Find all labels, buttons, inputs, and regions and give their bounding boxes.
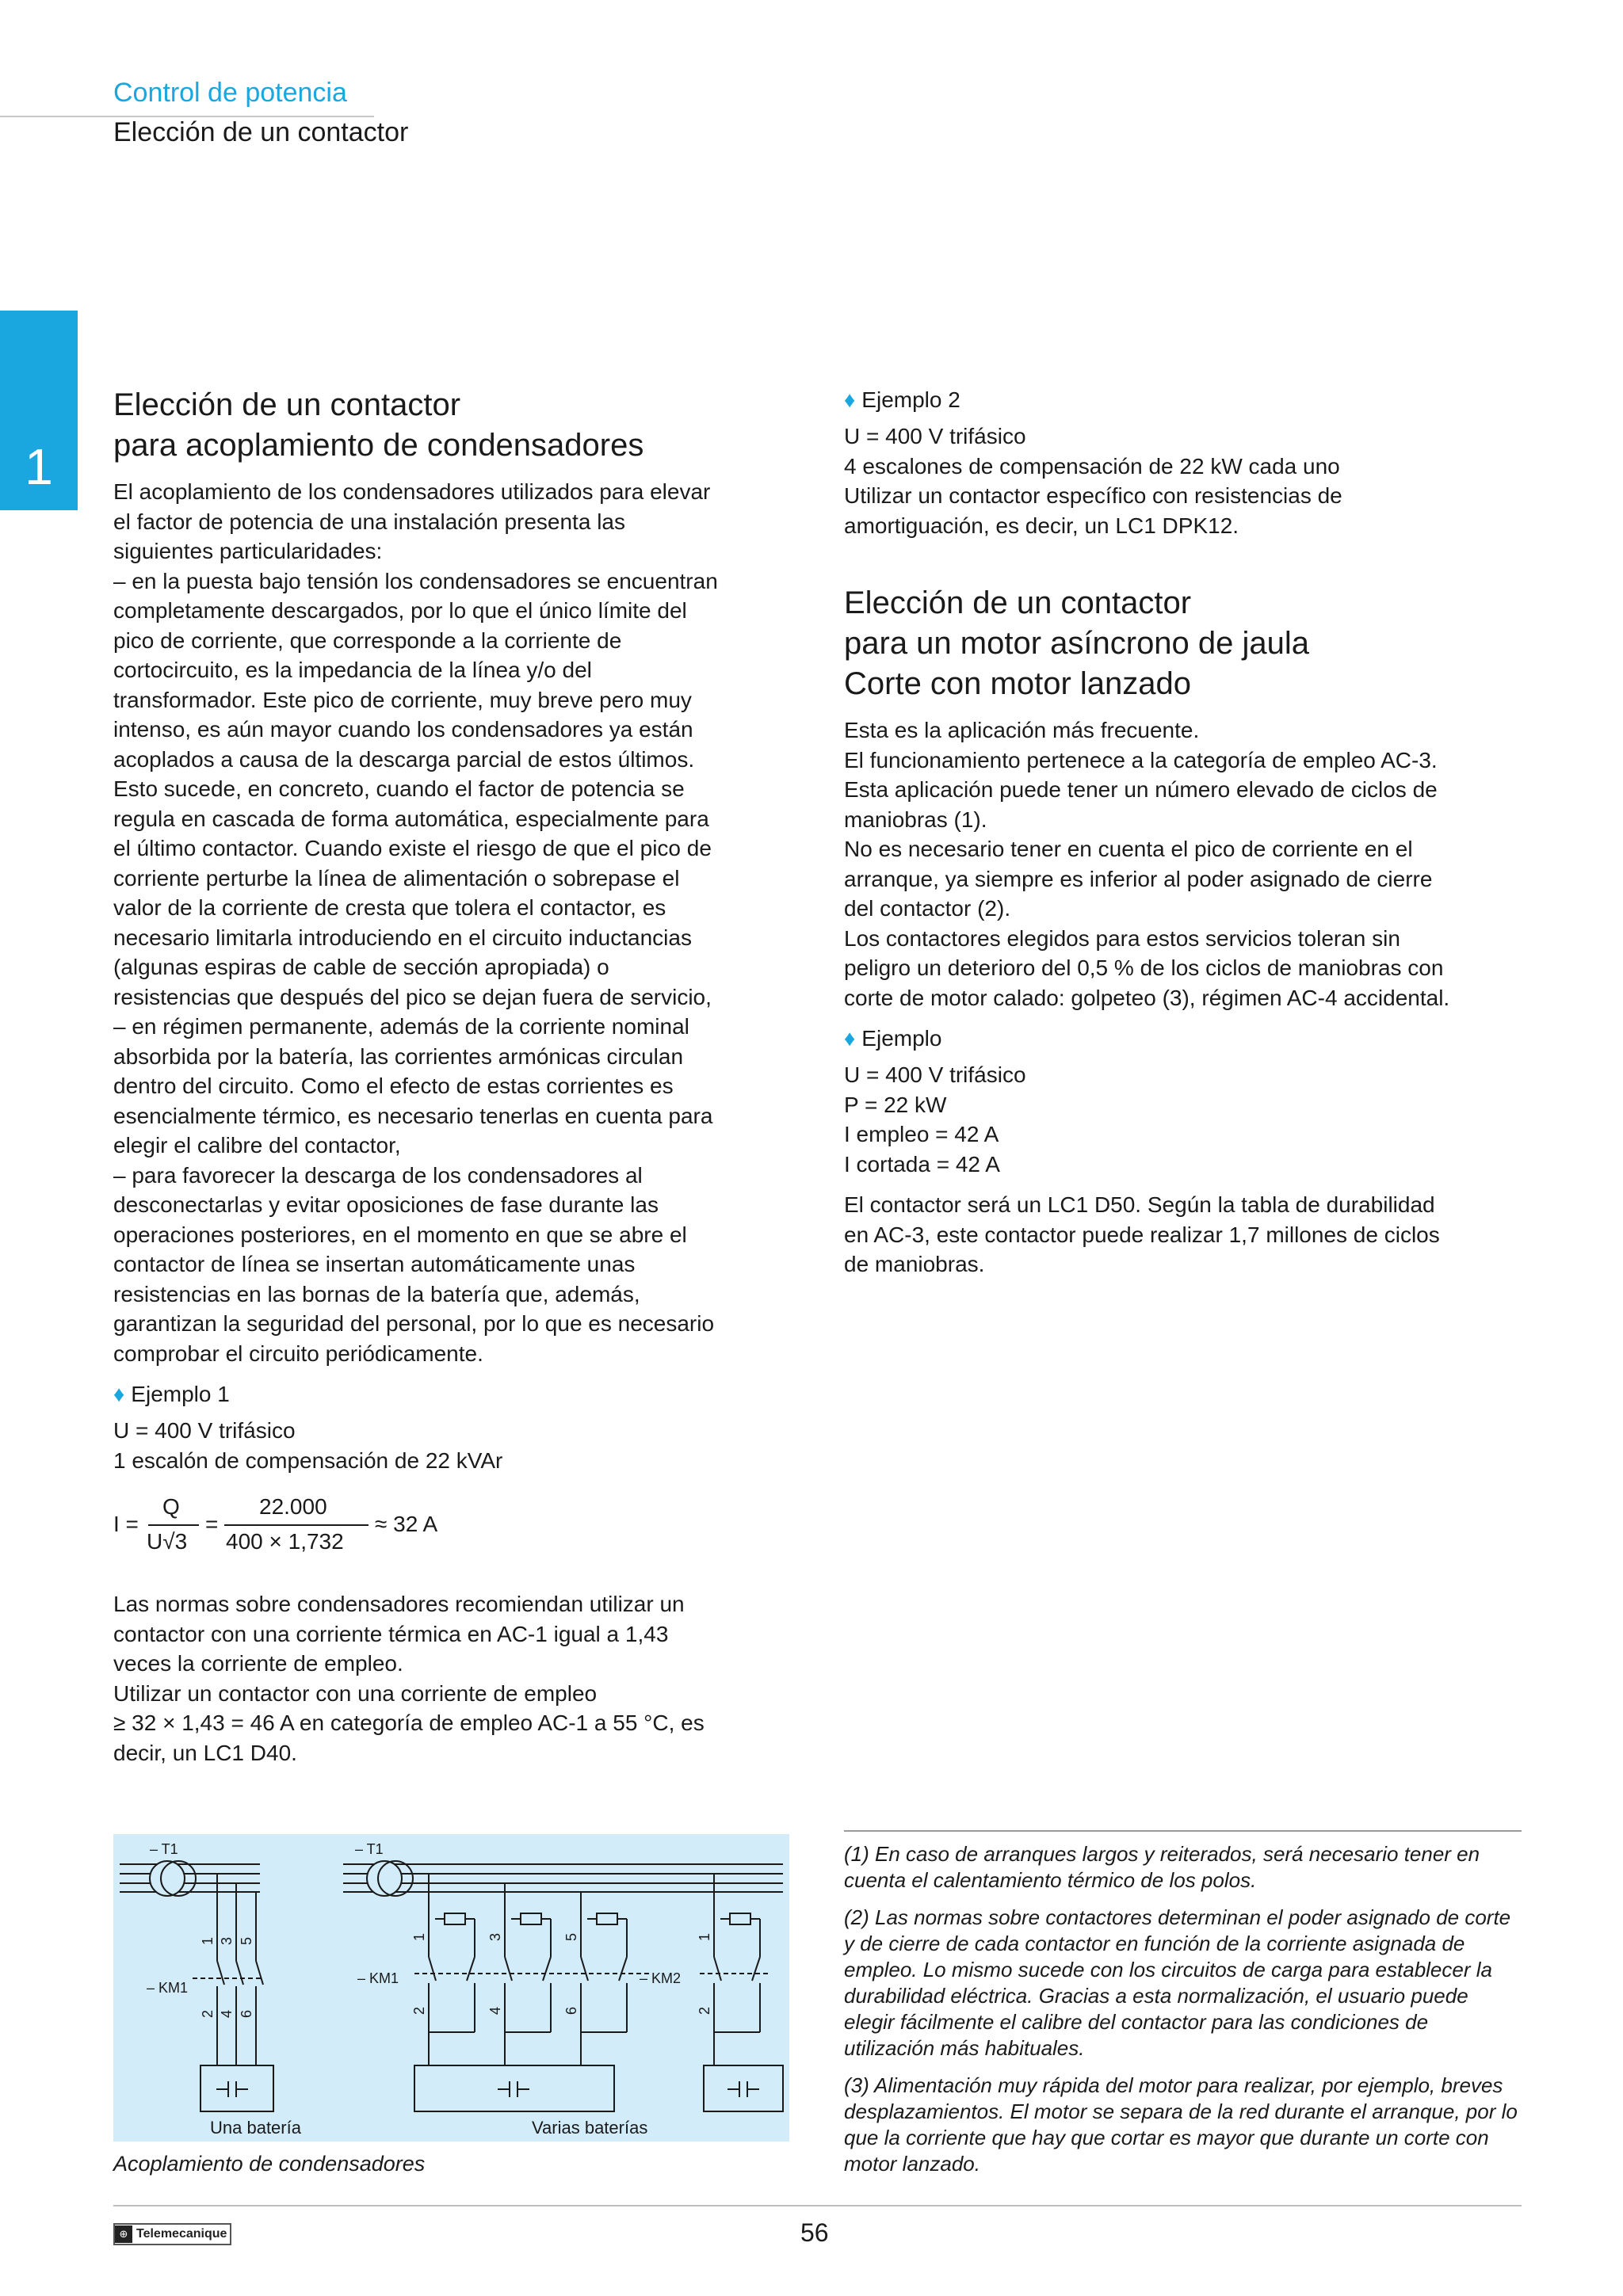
example1-title: ♦ Ejemplo 1 [113,1382,230,1406]
pole-label: 6 [239,2009,254,2018]
brand-logo: ⊕ Telemecanique [113,2223,231,2245]
pole-label: 3 [487,1932,503,1941]
fraction-bar [148,1524,199,1526]
km1-label: – KM1 [357,1970,399,1986]
fraction-bar [224,1524,369,1526]
pole-label: 3 [219,1936,235,1945]
pole-label: 1 [411,1932,427,1941]
footnote-3: (3) Alimentación muy rápida del motor para realizar, por ejemplo, breves desplazamientos. El motor se separa de la red durante el arranque, por lo que la corriente que hay que cortar es mayor que durante un corte con motor lanzado. [844,2073,1518,2176]
capacitor-circuit-diagram [113,1834,789,2142]
motor-paragraph: Esta es la aplicación más frecuente. El funcionamiento pertenece a la categoría de empleo AC-3. Esta aplicación puede tener un número elevado de ciclos de maniobras (1). No es necesario tener en cuenta el pico de corriente en el arranque, ya siempre es inferior al poder asignado de cierre del contactor (2). Los contactores elegidos para estos servicios toleran sin peligro un deterioro del 0,5 % de los ciclos de maniobras con corte de motor calado: golpeteo (3), régimen AC-4 accidental. [844,718,1450,1010]
footnote-2: (2) Las normas sobre contactores determinan el poder asignado de corte y de cierre de cada contactor en función de la corriente asignada de empleo. Lo mismo sucede con los circuitos de carga para establecer la durabilidad eléctrica. Gracias a esta normalización, el usuario puede elegir fácilmente el calibre del contactor para las condiciones de utilización más habituales. [844,1905,1511,2060]
example1-body: U = 400 V trifásico 1 escalón de compensación de 22 kVAr [113,1418,503,1473]
heading-condensadores: Elección de un contactor para acoplamiento de condensadores [113,387,644,463]
current-formula: I = Q U√3 = 22.000 400 × 1,732 ≈ 32 A [113,1494,438,1554]
pole-label: 2 [697,2006,712,2015]
footnote-1: (1) En caso de arranques largos y reiterados, será necesario tener en cuenta el calentamiento térmico de los polos. [844,1842,1480,1892]
chapter-number: 1 [25,438,53,495]
pole-label: 2 [200,2009,216,2018]
telemecanique-logo-icon: ⊕ [115,2225,132,2243]
diamond-bullet-icon: ♦ [844,387,856,412]
pole-label: 6 [563,2006,579,2015]
diamond-bullet-icon: ♦ [113,1382,125,1406]
conclusion-paragraph: El contactor será un LC1 D50. Según la tabla de durabilidad en AC-3, este contactor puede realizar 1,7 millones de ciclos de maniobras. [844,1192,1440,1276]
example3-title: ♦ Ejemplo [844,1026,942,1051]
heading-motor: Elección de un contactor para un motor asíncrono de jaula Corte con motor lanzado [844,585,1310,701]
label-una-bateria: Una batería [210,2118,301,2138]
footer-divider [113,2205,1522,2206]
left-column [113,385,795,1779]
pole-label: 1 [200,1936,216,1945]
pole-label: 4 [487,2006,503,2015]
footnotes [844,1830,1522,2188]
t1-label: – T1 [355,1841,384,1857]
page-title: Elección de un contactor [113,117,409,147]
example2-title: ♦ Ejemplo 2 [844,387,960,412]
right-column [844,385,1533,1291]
label-varias-baterias: Varias baterías [532,2118,648,2138]
pole-label: 5 [239,1936,254,1945]
circuit-schematic [113,1834,789,2142]
example2-body: U = 400 V trifásico 4 escalones de compensación de 22 kW cada uno Utilizar un contactor específico con resistencias de amortiguación, es decir, un LC1 DPK12. [844,424,1342,538]
pole-label: 2 [411,2006,427,2015]
figure-caption: Acoplamiento de condensadores [113,2152,426,2176]
pole-label: 4 [219,2009,235,2018]
recommendation-paragraph: Las normas sobre condensadores recomiendan utilizar un contactor con una corriente térmica en AC-1 igual a 1,43 veces la corriente de empleo. Utilizar un contactor con una corriente de empleo ≥ 32 × 1,43 = 46 A en categoría de empleo AC-1 a 55 °C, es decir, un LC1 D40. [113,1592,705,1765]
km2-label: – KM2 [640,1970,682,1986]
diamond-bullet-icon: ♦ [844,1026,856,1051]
page-number: 56 [800,2218,829,2247]
t1-label: – T1 [150,1841,178,1857]
km1-label: – KM1 [147,1980,189,1996]
pole-label: 5 [563,1932,579,1941]
example3-body: U = 400 V trifásico P = 22 kW I empleo = 42 A I cortada = 42 A [844,1062,1026,1177]
intro-paragraph: El acoplamiento de los condensadores utilizados para elevar el factor de potencia de una instalación presenta las siguientes particularidades: – en la puesta bajo tensión los condensadores se encuentran completamente descargados, por lo que el único límite del pico de corriente, que corresponde a la corriente de cortocircuito, es la impedancia de la línea y/o del transformador. Este pico de corriente, muy breve pero muy intenso, es aún mayor cuando los condensadores ya están acoplados a causa de la descarga parcial de estos últimos. Esto sucede, en concreto, cuando el factor de potencia se regula en cascada de forma automática, especialmente para el último contactor. Cuando existe el riesgo de que el pico de corriente perturbe la línea de alimentación o sobrepase el valor de la corriente de cresta que tolera el contactor, es necesario limitarla introduciendo en el circuito inductancias (algunas espiras de cable de sección apropiada) o resistencias que después del pico se dejan fuera de servicio, – en régimen permanente, además de la corriente nominal absorbida por la batería, las corrientes armónicas circulan dentro del circuito. Como el efecto de estas corrientes es esencialmente térmico, es necesario tenerlas en cuenta para elegir el calibre del contactor, – para favorecer la descarga de los condensadores al desconectarlas y evitar oposiciones de fase durante las operaciones posteriores, en el momento en que se abre el contactor de línea se insertan automáticamente unas resistencias en las bornas de la batería que, además, garantizan la seguridad del personal, por lo que es necesario comprobar el circuito periódicamente. [113,479,718,1366]
pole-label: 1 [697,1932,712,1941]
section-title: Control de potencia [113,78,347,108]
